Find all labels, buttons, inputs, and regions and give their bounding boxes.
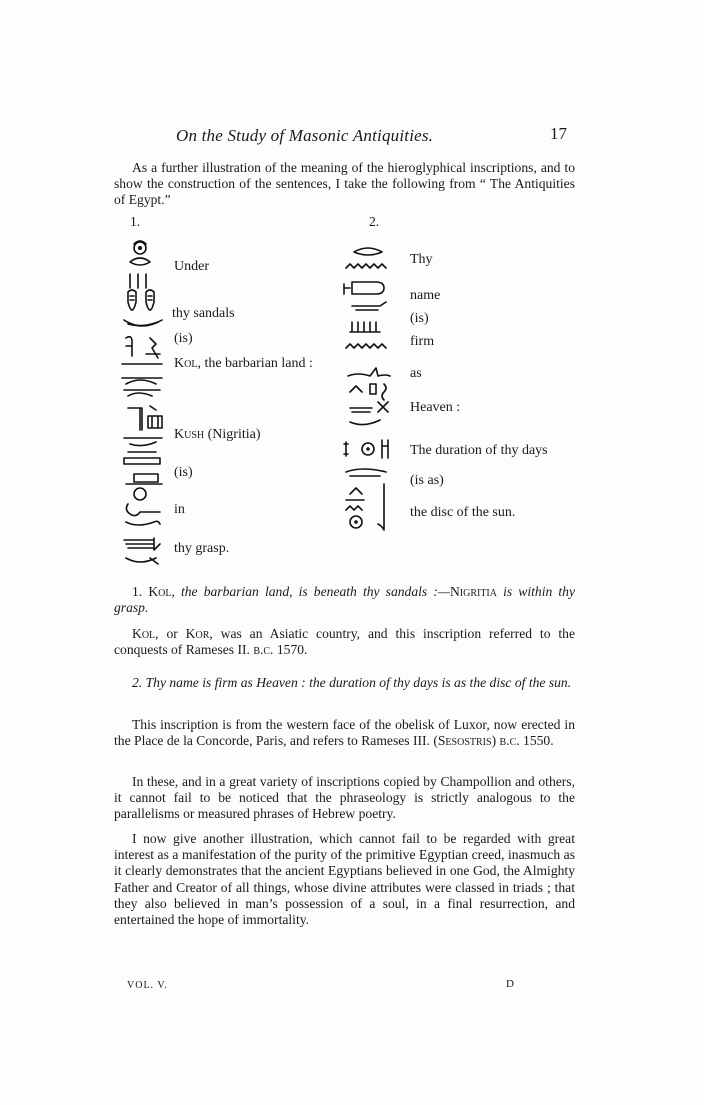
note-kol-text — [114, 626, 575, 658]
note-obelisk-text — [114, 717, 575, 749]
translation-1-number: 1. — [132, 584, 149, 599]
champollion-paragraph — [114, 774, 575, 823]
inscription-1-line-is: (is) — [174, 331, 193, 346]
note-obelisk — [114, 717, 575, 749]
kush-rest: (Nigritia) — [204, 427, 261, 442]
hieroglyph-column-1 — [120, 240, 172, 576]
inscription-2-line-duration: The duration of thy days — [410, 443, 548, 458]
kol-rest: , the barbarian land : — [197, 356, 313, 371]
illustration-paragraph — [114, 831, 575, 928]
inscription-1-line-grasp: thy grasp. — [174, 541, 230, 556]
translation-1-nigritia: Nigritia — [449, 584, 497, 599]
page-number: 17 — [550, 124, 567, 143]
inscription-2-line-is: (is) — [410, 311, 429, 326]
hieroglyph-column-2 — [340, 244, 402, 534]
inscription-1-line-in: in — [174, 502, 185, 517]
translation-1-part-a: , the barbarian land, is beneath thy sandals :— — [171, 584, 450, 599]
translation-1-kol: Kol — [148, 584, 172, 599]
note-obelisk-bc: b.c. — [499, 733, 520, 749]
illustration-paragraph-text: I now give another illustration, which cannot fail to be regarded with great interest as a manifestation of the purity of the primitive Egyptian creed, inasmuch as it clearly demonstrates that the ancient Egyptians believed in one God, the Almighty Father and Creator of all things, whose divine attributes were classed in triads ; that they also believed in man’s possession of a soul, in a final resurrection, and entertained the hope of immortality. — [114, 831, 575, 928]
note-kol-part-c: 1570. — [273, 642, 308, 658]
inscription-1-line-kol — [174, 356, 313, 372]
note-obelisk-part-c: 1550. — [519, 733, 554, 749]
inscription-1-number: 1. — [130, 214, 141, 229]
note-kol-kor: Kor — [185, 626, 210, 641]
note-kol-kol: Kol — [132, 626, 156, 641]
note-obelisk-part-a: This inscription is from the western face of the obelisk of Luxor, now erected in the Place de la Concorde, Paris, and refers to Rameses III. ( — [114, 717, 575, 749]
footer-volume: VOL. V. — [127, 980, 168, 991]
translation-1-text — [114, 584, 575, 616]
inscription-1-line-is-2: (is) — [174, 465, 193, 480]
note-kol-part-b: , was an Asiatic country, and this inscription referred to the conquests of Rameses II. — [114, 626, 575, 658]
inscription-1-line-sandals: thy sandals — [172, 306, 235, 321]
translation-2 — [114, 675, 575, 691]
kush-name: Kush — [174, 427, 205, 442]
note-kol-bc: b.c. — [253, 642, 274, 658]
kol-name: Kol — [174, 356, 198, 371]
champollion-paragraph-text: In these, and in a great variety of inscriptions copied by Champollion and others, it cannot fail to be noticed that the phraseology is strictly analogous to the parallelisms or measured phrases of Hebrew poetry. — [114, 774, 575, 822]
inscription-2-line-is-as: (is as) — [410, 473, 444, 488]
inscription-2-line-name: name — [410, 288, 441, 303]
inscription-2-line-disc: the disc of the sun. — [410, 505, 516, 520]
note-kol-part-a: , or — [155, 626, 186, 641]
running-title: On the Study of Masonic Antiquities. — [176, 126, 434, 145]
note-obelisk-part-b: ) — [491, 733, 500, 749]
translation-1 — [114, 584, 575, 616]
inscription-2-line-firm: firm — [410, 334, 435, 349]
inscription-2-line-as: as — [410, 366, 422, 381]
inscription-2-number: 2. — [369, 214, 380, 229]
inscription-2-line-heaven: Heaven : — [410, 400, 461, 415]
inscription-1-line-kush — [174, 427, 261, 443]
translation-2-text: 2. Thy name is firm as Heaven : the duration of thy days is as the disc of the sun. — [132, 675, 572, 690]
inscription-2-line-thy: Thy — [410, 252, 433, 267]
inscription-1-line-under: Under — [174, 259, 209, 274]
intro-paragraph: As a further illustration of the meaning of the hieroglyphical inscriptions, and to show the construction of the sentences, I take the following from “ The Antiquities of Egypt.” — [114, 160, 575, 207]
translation-1-part-b: is within thy grasp. — [114, 584, 575, 616]
note-obelisk-sesostris: Sesostris — [437, 733, 492, 749]
footer-signature: D — [506, 978, 514, 990]
note-kol — [114, 626, 575, 658]
